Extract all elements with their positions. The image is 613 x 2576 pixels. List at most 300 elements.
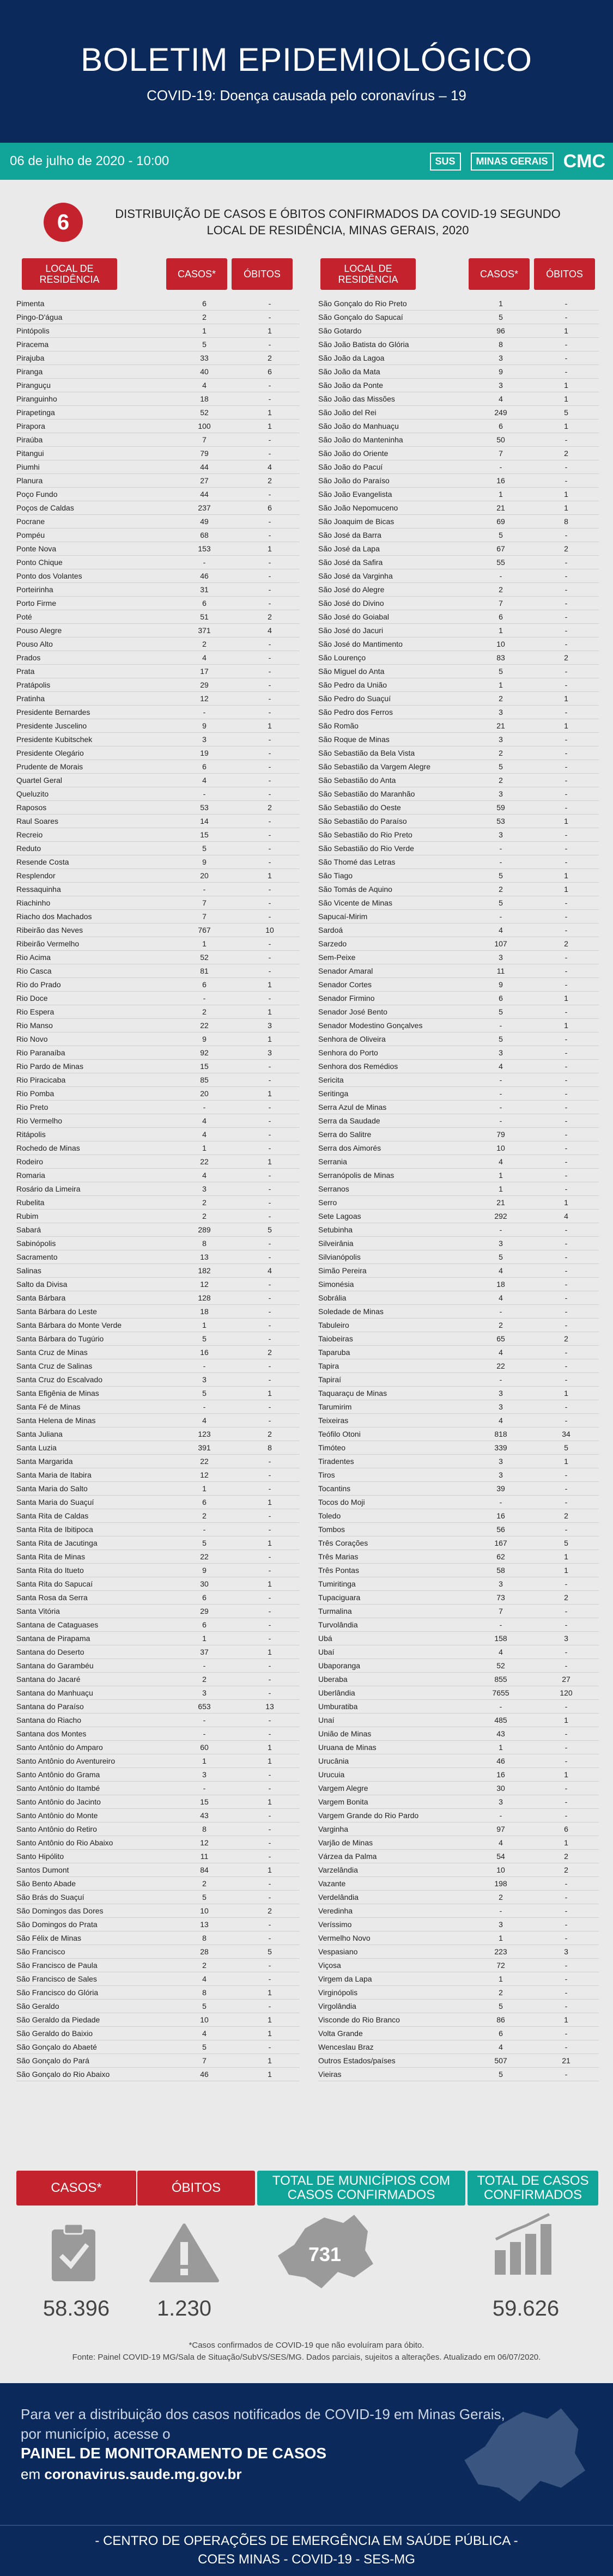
cases-value: - — [203, 1661, 206, 1670]
cases-value: 6 — [202, 980, 207, 989]
deaths-value: 2 — [564, 939, 568, 948]
deaths-value: - — [268, 1471, 271, 1479]
table-row — [16, 951, 300, 964]
table-row — [318, 1359, 599, 1373]
municipality-name: São João do Pacuí — [318, 463, 383, 471]
municipality-name: Rio Piracicaba — [16, 1076, 66, 1084]
table-row — [318, 1250, 599, 1264]
municipality-name: São Pedro do Suaçuí — [318, 694, 391, 703]
deaths-value: 1 — [564, 2015, 568, 2024]
deaths-value: 13 — [265, 1702, 274, 1711]
table-row — [16, 1032, 300, 1046]
cases-value: 10 — [200, 1906, 209, 1915]
municipality-name: São Sebastião da Bela Vista — [318, 749, 415, 757]
footer-url[interactable]: coronavirus.saude.mg.gov.br — [44, 2466, 242, 2482]
section-heading — [22, 203, 591, 246]
municipality-name: União de Minas — [318, 1729, 372, 1738]
cases-value: 15 — [200, 830, 209, 839]
cases-value: 767 — [198, 926, 211, 934]
table-row — [318, 1577, 599, 1591]
cases-value: 7 — [202, 435, 207, 444]
table-row — [318, 883, 599, 896]
deaths-value: - — [268, 1171, 271, 1180]
table-row — [16, 1931, 300, 1945]
deaths-value: 1 — [268, 1389, 272, 1398]
cases-value: 33 — [200, 354, 209, 362]
deaths-value: - — [268, 1620, 271, 1629]
cases-value: - — [499, 858, 502, 866]
deaths-value: - — [268, 912, 271, 921]
cases-value: 16 — [496, 1770, 505, 1779]
municipality-name: São João da Ponte — [318, 381, 384, 390]
municipality-name: Ponto Chique — [16, 558, 63, 567]
table-row — [16, 2013, 300, 2027]
deaths-value: - — [565, 1743, 568, 1752]
table-row — [16, 528, 300, 542]
table-row — [318, 488, 599, 501]
cases-value: 5 — [499, 531, 503, 539]
table-row — [318, 678, 599, 692]
municipality-name: Queluzito — [16, 789, 49, 798]
table-row — [318, 1387, 599, 1400]
deaths-value: - — [268, 1593, 271, 1602]
cases-value: 16 — [496, 476, 505, 485]
deaths-value: - — [565, 926, 568, 934]
municipality-name: Senador Cortes — [318, 980, 372, 989]
cases-value: 653 — [198, 1702, 211, 1711]
header-banner — [0, 0, 613, 143]
municipality-name: Uruana de Minas — [318, 1743, 377, 1752]
deaths-value: 1 — [564, 490, 568, 499]
table-row — [16, 1618, 300, 1632]
table-row — [318, 1441, 599, 1455]
municipality-name: Três Pontas — [318, 1566, 359, 1575]
table-row — [16, 1182, 300, 1196]
footer-bottom — [0, 2525, 613, 2576]
municipality-name: São José do Goiabal — [318, 612, 389, 621]
cases-value: 100 — [198, 422, 211, 430]
cases-value: 79 — [496, 1130, 505, 1139]
municipality-name: Rio Doce — [16, 994, 48, 1003]
deaths-value: - — [268, 749, 271, 757]
municipality-name: Poço Fundo — [16, 490, 58, 499]
municipality-name: Ubaí — [318, 1648, 335, 1656]
deaths-value: 1 — [268, 1579, 272, 1588]
municipality-name: Tupaciguara — [318, 1593, 361, 1602]
cases-value: 2 — [499, 1893, 503, 1901]
table-row — [16, 760, 300, 774]
cases-value: 1 — [499, 490, 503, 499]
deaths-value: - — [565, 640, 568, 648]
municipality-name: Rio Pardo de Minas — [16, 1062, 83, 1071]
municipality-name: Ribeirão Vermelho — [16, 939, 80, 948]
municipality-name: Tapira — [318, 1362, 339, 1370]
municipality-name: Tarumirim — [318, 1402, 352, 1411]
municipality-name: Silveirânia — [318, 1239, 354, 1248]
deaths-value: 5 — [564, 1443, 568, 1452]
municipality-name: Teixeiras — [318, 1416, 349, 1425]
table-row — [16, 379, 300, 392]
cases-value: 7 — [499, 1607, 503, 1615]
table-row — [318, 501, 599, 515]
municipality-name: São Geraldo — [16, 2002, 59, 2010]
municipality-name: Rochedo de Minas — [16, 1144, 80, 1152]
table-row — [318, 1455, 599, 1468]
deaths-value: 2 — [564, 1852, 568, 1861]
deaths-value: - — [565, 1906, 568, 1915]
municipality-name: Pocrane — [16, 517, 45, 526]
deaths-value: - — [268, 340, 271, 349]
deaths-value: - — [565, 354, 568, 362]
cases-value: 79 — [200, 449, 209, 458]
table-row — [318, 1754, 599, 1768]
table-row — [318, 1237, 599, 1250]
deaths-value: 1 — [268, 2029, 272, 2038]
table-row — [318, 338, 599, 351]
deaths-value: - — [268, 572, 271, 580]
cases-value: 5 — [202, 844, 207, 853]
table-row — [318, 2027, 599, 2040]
deaths-value: - — [565, 1402, 568, 1411]
table-row — [16, 1550, 300, 1564]
cases-value: 153 — [198, 544, 211, 553]
deaths-value: - — [268, 2002, 271, 2010]
table-row — [16, 801, 300, 815]
deaths-value: - — [565, 1648, 568, 1656]
deaths-value: - — [565, 1661, 568, 1670]
cases-value: 198 — [494, 1879, 507, 1888]
municipality-name: Senhora do Porto — [318, 1048, 378, 1057]
table-row — [16, 651, 300, 665]
cases-value: 4 — [499, 1062, 503, 1071]
municipality-name: São Sebastião do Rio Preto — [318, 830, 412, 839]
table-row — [16, 1809, 300, 1822]
casos-value: 58.396 — [43, 2296, 110, 2320]
cases-value: 6 — [499, 422, 503, 430]
table-row — [16, 501, 300, 515]
deaths-value: - — [268, 1607, 271, 1615]
municipality-name: Timóteo — [318, 1443, 346, 1452]
cases-value: 5 — [499, 1035, 503, 1043]
cases-value: 2 — [202, 1511, 207, 1520]
cases-value: 1 — [499, 1743, 503, 1752]
deaths-value: - — [565, 789, 568, 798]
deaths-value: 1 — [564, 1021, 568, 1030]
deaths-value: 1 — [268, 871, 272, 880]
municipality-name: Riachinho — [16, 898, 51, 907]
deaths-value: - — [565, 708, 568, 716]
deaths-value: - — [268, 1484, 271, 1493]
table-row — [318, 1332, 599, 1346]
cases-value: 158 — [494, 1634, 507, 1643]
footer-panel-link[interactable]: PAINEL DE MONITORAMENTO DE CASOS — [21, 2445, 327, 2462]
cases-value: 39 — [496, 1484, 505, 1493]
table-row — [16, 774, 300, 787]
table-row — [318, 1155, 599, 1169]
cases-value: 5 — [202, 1893, 207, 1901]
table-row — [16, 1496, 300, 1509]
table-row — [16, 1155, 300, 1169]
table-row — [318, 1101, 599, 1114]
deaths-value: - — [268, 299, 271, 308]
municipality-name: São Francisco de Paula — [16, 1961, 98, 1970]
municipality-name: São João das Missões — [318, 394, 395, 403]
table-row — [318, 420, 599, 433]
table-row — [318, 351, 599, 365]
deaths-value: - — [268, 1974, 271, 1983]
cases-value: 21 — [496, 503, 505, 512]
municipality-name: Santos Dumont — [16, 1866, 69, 1874]
deaths-value: - — [268, 1525, 271, 1534]
deaths-value: - — [268, 953, 271, 962]
cases-value: 2 — [202, 1879, 207, 1888]
municipality-name: Santa Efigênia de Minas — [16, 1389, 99, 1398]
table-row — [16, 324, 300, 338]
municipality-name: Viçosa — [318, 1961, 341, 1970]
cases-value: 123 — [198, 1430, 211, 1438]
deaths-value: 1 — [564, 1389, 568, 1398]
cases-value: 52 — [200, 953, 209, 962]
deaths-value: - — [268, 1416, 271, 1425]
table-row — [16, 1455, 300, 1468]
cases-value: 81 — [200, 967, 209, 975]
municipality-name: Planura — [16, 476, 43, 485]
deaths-value: - — [268, 1293, 271, 1302]
cases-value: 2 — [499, 749, 503, 757]
deaths-value: - — [565, 367, 568, 376]
cases-value: 3 — [499, 1239, 503, 1248]
municipality-name: Unaí — [318, 1716, 335, 1724]
deaths-value: - — [268, 1457, 271, 1466]
table-row — [16, 992, 300, 1005]
deaths-value: - — [565, 1471, 568, 1479]
deaths-value: 5 — [564, 1539, 568, 1547]
cases-value: - — [499, 912, 502, 921]
table-row — [318, 1931, 599, 1945]
cases-value: 4 — [202, 1171, 207, 1180]
cases-value: 29 — [200, 1607, 209, 1615]
cases-value: 5 — [202, 340, 207, 349]
cases-value: 11 — [496, 967, 505, 975]
deaths-value: - — [268, 585, 271, 594]
table-row — [16, 1659, 300, 1673]
deaths-value: 1 — [268, 1757, 272, 1765]
deaths-value: - — [268, 531, 271, 539]
cases-value: 22 — [200, 1021, 209, 1030]
table-row — [318, 1673, 599, 1686]
deaths-value: - — [565, 2070, 568, 2079]
table-row — [318, 801, 599, 815]
deaths-value: - — [268, 1566, 271, 1575]
municipality-name: São João del Rei — [318, 408, 377, 417]
cases-value: 1 — [202, 326, 207, 335]
cases-value: 4 — [202, 1416, 207, 1425]
municipality-name: Serra dos Aimorés — [318, 1144, 381, 1152]
municipality-name: Volta Grande — [318, 2029, 363, 2038]
table-row — [16, 1877, 300, 1891]
deaths-value: 4 — [268, 626, 272, 635]
table-row — [318, 1795, 599, 1809]
deaths-value: - — [565, 313, 568, 321]
municipality-name: São Sebastião do Paraíso — [318, 817, 407, 825]
municipality-name: Prata — [16, 667, 35, 676]
deaths-value: - — [565, 803, 568, 812]
deaths-value: 5 — [268, 1947, 272, 1956]
deaths-value: - — [268, 1552, 271, 1561]
municipality-name: Vargem Bonita — [318, 1797, 368, 1806]
table-row — [16, 1237, 300, 1250]
deaths-value: - — [565, 1498, 568, 1506]
municipality-name: Tabuleiro — [318, 1321, 349, 1329]
cases-value: 4 — [202, 1116, 207, 1125]
municipality-name: Santa Rita de Minas — [16, 1552, 86, 1561]
table-row — [16, 1523, 300, 1536]
cases-value: 14 — [200, 817, 209, 825]
deaths-value: - — [268, 1103, 271, 1111]
table-row — [16, 787, 300, 801]
municipality-name: Piranguçu — [16, 381, 51, 390]
deaths-value: - — [565, 1062, 568, 1071]
table-row — [16, 692, 300, 706]
deaths-value: - — [565, 1729, 568, 1738]
deaths-value: - — [268, 1511, 271, 1520]
table-row — [318, 1945, 599, 1959]
cases-value: 7 — [202, 2056, 207, 2065]
table-row — [318, 1114, 599, 1128]
deaths-value: - — [565, 612, 568, 621]
deaths-value: 1 — [564, 1716, 568, 1724]
cases-value: 40 — [200, 367, 209, 376]
cases-value: - — [499, 1089, 502, 1098]
cases-value: 7655 — [492, 1688, 509, 1697]
table-row — [16, 542, 300, 556]
deaths-value: - — [268, 694, 271, 703]
table-row — [16, 1782, 300, 1795]
table-row — [16, 1986, 300, 2000]
cases-value: 46 — [496, 1757, 505, 1765]
cases-value: - — [203, 1103, 206, 1111]
cases-value: 69 — [496, 517, 505, 526]
deaths-value: - — [268, 885, 271, 894]
table-row — [318, 460, 599, 474]
municipality-name: Varginha — [318, 1825, 349, 1833]
municipality-name: Tiros — [318, 1471, 335, 1479]
deaths-value: - — [268, 1402, 271, 1411]
municipality-name: São José do Jacuri — [318, 626, 384, 635]
cases-value: - — [499, 1021, 502, 1030]
municipality-name: Pouso Alegre — [16, 626, 62, 635]
municipality-name: Santa Rita de Caldas — [16, 1511, 89, 1520]
cases-value: 56 — [496, 1525, 505, 1534]
table-row — [16, 597, 300, 610]
table-row — [16, 1754, 300, 1768]
cases-value: 1 — [499, 299, 503, 308]
table-row — [16, 1441, 300, 1455]
table-row — [16, 1169, 300, 1182]
deaths-value: - — [565, 1184, 568, 1193]
deaths-value: - — [268, 967, 271, 975]
cases-value: 5 — [202, 2043, 207, 2051]
deaths-value: - — [565, 435, 568, 444]
cases-value: 54 — [496, 1852, 505, 1861]
cases-value: 3 — [499, 1579, 503, 1588]
deaths-value: - — [268, 735, 271, 744]
deaths-value: - — [268, 667, 271, 676]
cases-value: 21 — [496, 721, 505, 730]
cases-value: 21 — [496, 1198, 505, 1207]
table-row — [16, 869, 300, 883]
cases-value: 96 — [496, 326, 505, 335]
cases-value: - — [499, 1076, 502, 1084]
deaths-value: 1 — [564, 721, 568, 730]
table-row — [16, 1863, 300, 1877]
municipality-name: Santa Rita do Sapucaí — [16, 1579, 93, 1588]
deaths-value: - — [565, 1035, 568, 1043]
cases-value: 6 — [202, 299, 207, 308]
municipality-name: Pratápolis — [16, 681, 51, 689]
table-row — [16, 1060, 300, 1073]
cases-value: - — [203, 1362, 206, 1370]
cases-value: 49 — [200, 517, 209, 526]
deaths-value: - — [565, 844, 568, 853]
total-casos-value: 59.626 — [492, 2296, 560, 2320]
table-row — [16, 1373, 300, 1387]
municipality-name: Turvolândia — [318, 1620, 358, 1629]
municipality-name: Silvianópolis — [318, 1253, 361, 1261]
footer-line1: Para ver a distribuição dos casos notificados de COVID-19 em Minas Gerais, — [21, 2406, 505, 2422]
cases-value: 2 — [202, 640, 207, 648]
deaths-value: 10 — [265, 926, 274, 934]
deaths-value: - — [565, 980, 568, 989]
cases-value: 339 — [494, 1443, 507, 1452]
municipality-name: Tocos do Moji — [318, 1498, 365, 1506]
municipality-name: Porto Firme — [16, 599, 57, 607]
municipality-name: Tocantins — [318, 1484, 351, 1493]
deaths-value: - — [565, 1375, 568, 1384]
table-row — [318, 624, 599, 637]
table-row — [16, 1850, 300, 1863]
deaths-value: - — [565, 1089, 568, 1098]
cases-value: 8 — [499, 340, 503, 349]
deaths-value: - — [565, 1797, 568, 1806]
municipality-name: Rio Paranaíba — [16, 1048, 65, 1057]
table-row — [318, 2040, 599, 2054]
deaths-value: 1 — [268, 1539, 272, 1547]
deaths-value: 1 — [564, 694, 568, 703]
municipality-name: Santo Antônio do Grama — [16, 1770, 100, 1779]
cases-value: 4 — [499, 1157, 503, 1166]
footer-panel — [0, 2383, 613, 2525]
cases-value: 9 — [202, 858, 207, 866]
cases-value: 51 — [200, 612, 209, 621]
table-row — [16, 1087, 300, 1101]
cases-value: 7 — [202, 898, 207, 907]
municipality-name: Santa Margarida — [16, 1457, 73, 1466]
cases-value: 507 — [494, 2056, 507, 2065]
municipality-name: Simonésia — [318, 1280, 354, 1289]
table-row — [318, 1550, 599, 1564]
table-row — [318, 1169, 599, 1182]
cases-value: 1 — [202, 1484, 207, 1493]
cases-value: - — [499, 1811, 502, 1820]
table-row — [16, 1414, 300, 1427]
table-row — [318, 815, 599, 828]
cases-value: 4 — [202, 381, 207, 390]
cases-value: 10 — [496, 1866, 505, 1874]
deaths-value: - — [565, 830, 568, 839]
table-row — [16, 733, 300, 746]
cases-value: - — [499, 1498, 502, 1506]
